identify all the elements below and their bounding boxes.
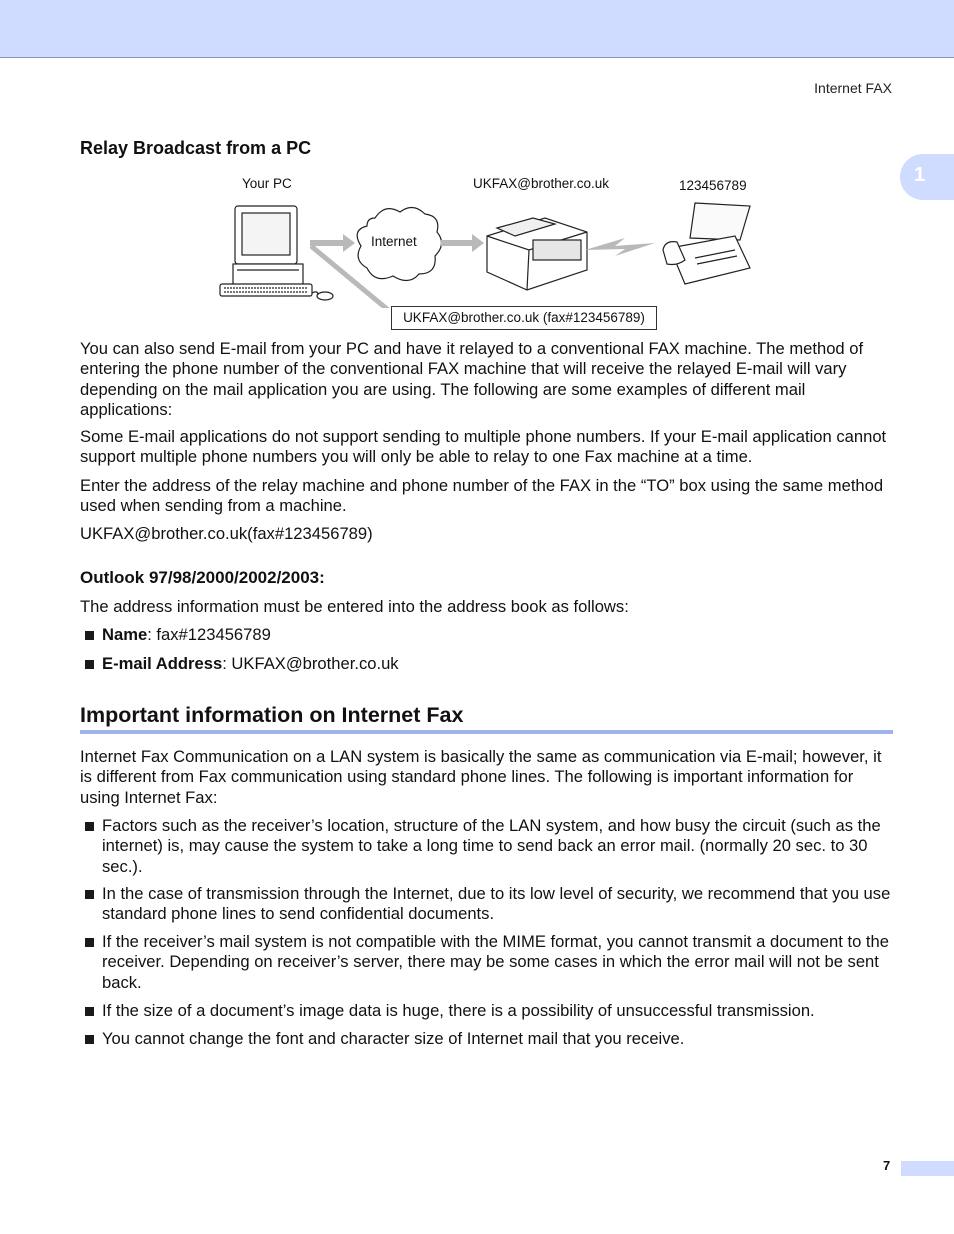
important-bullet [80, 816, 892, 877]
important-bullet [80, 932, 892, 993]
fax-icon [663, 203, 750, 284]
item-label: Name [102, 625, 148, 644]
internet-label: Internet [371, 234, 417, 249]
bullet-marker [85, 660, 94, 669]
running-title: Internet FAX [814, 80, 892, 96]
header-band [0, 0, 954, 58]
combined-address-box: UKFAX@brother.co.uk (fax#123456789) [391, 306, 657, 330]
relay-address-label: UKFAX@brother.co.uk [473, 176, 610, 191]
arrow-to-machine [441, 234, 484, 252]
item-value: : fax#123456789 [147, 625, 271, 644]
transmission-bolt [585, 238, 655, 256]
important-bullet [80, 884, 892, 925]
bullet-text: If the size of a document’s image data is huge, there is a possibility of unsuccessful transmission. [102, 1001, 815, 1020]
relay-heading: Relay Broadcast from a PC [80, 138, 312, 158]
chapter-number: 1 [914, 164, 926, 186]
relay-example-address: UKFAX@brother.co.uk(fax#123456789) [80, 524, 373, 543]
mfc-icon [487, 218, 587, 290]
diagram-graphics [215, 198, 760, 308]
chapter-tab [900, 154, 954, 200]
bullet-marker [85, 631, 94, 640]
bullet-marker [85, 890, 94, 899]
bullet-text: If the receiver’s mail system is not compatible with the MIME format, you cannot transmit a document to the receiver. Depending on receiver’s server, there may be some cases in which the error mail will not be sent back. [102, 932, 889, 992]
bullet-text: You cannot change the font and character size of Internet mail that you receive. [102, 1029, 685, 1048]
bullet-marker [85, 1035, 94, 1044]
item-value: : UKFAX@brother.co.uk [222, 654, 399, 673]
outlook-item-email [80, 654, 892, 674]
section-rule [80, 730, 893, 734]
important-bullet [80, 1029, 892, 1049]
bullet-text: Factors such as the receiver’s location, structure of the LAN system, and how busy the circuit (such as the internet) is, may cause the system to take a long time to send back an error mail. (normally 20 sec. to 30 sec.). [102, 816, 881, 876]
outlook-item-name [80, 625, 892, 645]
bullet-marker [85, 822, 94, 831]
footer-band [901, 1161, 954, 1176]
relay-paragraph-1: You can also send E-mail from your PC and have it relayed to a conventional FAX machine. The method of entering the phone number of the conventional FAX machine that will receive the relayed E-mail will vary depending on the mail application you are using. The following are some examples of different mail applications: [80, 339, 864, 419]
item-label: E-mail Address [102, 654, 223, 673]
important-bullet [80, 1001, 892, 1021]
outlook-intro: The address information must be entered into the address book as follows: [80, 597, 629, 616]
important-intro: Internet Fax Communication on a LAN system is basically the same as communication via E-mail; however, it is different from Fax communication using standard phone lines. The following is important information for using Internet Fax: [80, 747, 882, 807]
relay-paragraph-2: Some E-mail applications do not support sending to multiple phone numbers. If your E-mail application cannot support multiple phone numbers you will only be able to relay to one Fax machine at a time. [80, 427, 887, 467]
important-heading: Important information on Internet Fax [80, 703, 464, 727]
bullet-marker [85, 1007, 94, 1016]
bullet-marker [85, 938, 94, 947]
outlook-heading: Outlook 97/98/2000/2002/2003: [80, 568, 325, 587]
fax-number-label: 123456789 [679, 178, 747, 193]
page-number: 7 [883, 1158, 891, 1173]
your-pc-label: Your PC [242, 176, 292, 191]
bullet-text: In the case of transmission through the Internet, due to its low level of security, we recommend that you use standard phone lines to send confidential documents. [102, 884, 891, 924]
relay-paragraph-3: Enter the address of the relay machine and phone number of the FAX in the “TO” box using the same method used when sending from a machine. [80, 476, 884, 516]
